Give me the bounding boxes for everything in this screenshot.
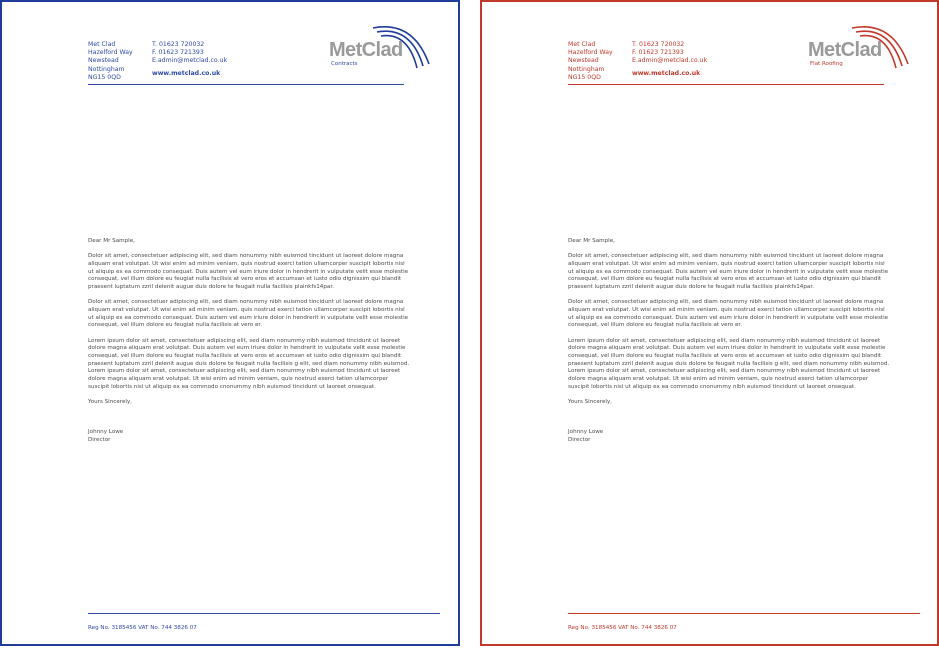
- phone: T. 01623 720032: [632, 41, 685, 48]
- address-line: Newstead: [88, 57, 119, 65]
- footer-registration: Reg No. 3185456 VAT No. 744 3826 07: [568, 625, 677, 631]
- header-divider: [88, 84, 404, 85]
- fax: F. 01623 721393: [632, 49, 684, 57]
- logo-wordmark: MetClad: [329, 39, 403, 61]
- address-line: NG15 0QD: [88, 73, 121, 81]
- address-block: [568, 41, 613, 82]
- website: www.metclad.co.uk: [152, 69, 221, 77]
- signer-name: Johnny Lowe: [568, 429, 604, 436]
- footer-divider: [88, 613, 440, 614]
- address-line: NG15 0QD: [568, 73, 601, 81]
- salutation: Dear Mr Sample,: [568, 238, 615, 244]
- signer-name: Johnny Lowe: [88, 429, 124, 436]
- salutation: Dear Mr Sample,: [88, 238, 135, 244]
- address-line: Hazelford Way: [568, 49, 613, 57]
- address-line: Met Clad: [88, 41, 116, 48]
- signer-title: Director: [568, 436, 591, 443]
- paragraph: Dolor sit amet, consectetuer adipiscing elit, sed diam nonummy nibh euismod tincidunt ut laoreet dolore magna aliquam erat volutpat. Ut wisi enim ad minim veniam, quis nostrud exerci tation ullamcorper suscipit lobortis nisl ut aliquip ex ea commodo consequat. Duis autem vel eum iriure dolor in hendrerit in vulputate velit esse molestie consequat, vel illum dolore eu feugiat nulla facilisis at vero er.: [568, 299, 889, 329]
- address-line: Met Clad: [568, 41, 596, 48]
- paragraph: Lorem ipsum dolor sit amet, consectetuer adipiscing elit, sed diam nonummy nibh euismod tincidunt ut laoreet dolore magna aliquam erat volutpat. Duis autem vel eum iriure dolor in hendrerit in vulputate velit esse molestie consequat, vel illum dolore eu feugiat nulla facilisis at vero eros et accumsan et iusto odio dignissim qui blandit praesent luptatum zzril delenit augue duis dolore te feugait nulla facilisis g elit, sed diam nonummy nibh euismod. Lorem ipsum dolor sit amet, consectetuer adipiscing elit, sed diam nonummy nibh euismod tincidunt ut laoreet dolore magna aliquam erat volutpat. Ut wisi enim ad minim veniam, quis nostrud exerci tation ullamcorper suscipit lobortis nisl ut aliquip ex ea commodo cnonummy nibh euismod tincidunt ut laoreet onsequat.: [88, 337, 410, 390]
- contact-block: [152, 41, 227, 78]
- paragraph: Dolor sit amet, consectetuer adipiscing elit, sed diam nonummy nibh euismod tincidunt ut laoreet dolore magna aliquam erat volutpat. Ut wisi enim ad minim veniam, quis nostrud exerci tation ullamcorper suscipit lobortis nisl ut aliquip ex ea commodo consequat. Duis autem vel eum iriure dolor in hendrerit in vulputate velit esse molestie consequat, vel illum dolore eu feugiat nulla facilisis at vero eros et accumsan et iusto odio dignissim qui blandit praesent luptatum zzril delenit augue duis dolore te feugait nulla facilisis plainkfs14par.: [568, 253, 889, 291]
- paragraph: Dolor sit amet, consectetuer adipiscing elit, sed diam nonummy nibh euismod tincidunt ut laoreet dolore magna aliquam erat volutpat. Ut wisi enim ad minim veniam, quis nostrud exerci tation ullamcorper suscipit lobortis nisl ut aliquip ex ea commodo consequat. Duis autem vel eum iriure dolor in hendrerit in vulputate velit esse molestie consequat, vel illum dolore eu feugiat nulla facilisis at vero er.: [88, 299, 409, 329]
- fax: F. 01623 721393: [152, 49, 204, 57]
- letterhead-contracts: [0, 0, 460, 646]
- letter-body: [88, 238, 410, 445]
- logo-division: Contracts: [331, 61, 358, 67]
- address-line: Hazelford Way: [88, 49, 133, 57]
- paragraph: Dolor sit amet, consectetuer adipiscing elit, sed diam nonummy nibh euismod tincidunt ut laoreet dolore magna aliquam erat volutpat. Ut wisi enim ad minim veniam, quis nostrud exerci tation ullamcorper suscipit lobortis nisl ut aliquip ex ea commodo consequat. Duis autem vel eum iriure dolor in hendrerit in vulputate velit esse molestie consequat, vel illum dolore eu feugiat nulla facilisis at vero eros et accumsan et iusto odio dignissim qui blandit praesent luptatum zzril delenit augue duis dolore te feugait nulla facilisis plainkfs14par.: [88, 253, 409, 291]
- logo-division: Flat Roofing: [810, 61, 843, 67]
- phone: T. 01623 720032: [152, 41, 205, 48]
- address-line: Newstead: [568, 57, 599, 65]
- footer-divider: [568, 613, 920, 614]
- contact-block: [632, 41, 707, 78]
- email: E.admin@metclad.co.uk: [152, 57, 228, 65]
- paragraph: Lorem ipsum dolor sit amet, consectetuer adipiscing elit, sed diam nonummy nibh euismod tincidunt ut laoreet dolore magna aliquam erat volutpat. Duis autem vel eum iriure dolor in hendrerit in vulputate velit esse molestie consequat, vel illum dolore eu feugiat nulla facilisis at vero eros et accumsan et iusto odio dignissim qui blandit praesent luptatum zzril delenit augue duis dolore te feugait nulla facilisis g elit, sed diam nonummy nibh euismod. Lorem ipsum dolor sit amet, consectetuer adipiscing elit, sed diam nonummy nibh euismod tincidunt ut laoreet dolore magna aliquam erat volutpat. Ut wisi enim ad minim veniam, quis nostrud exerci tation ullamcorper suscipit lobortis nisl ut aliquip ex ea commodo cnonummy nibh euismod tincidunt ut laoreet onsequat.: [568, 337, 890, 390]
- website: www.metclad.co.uk: [632, 69, 701, 77]
- logo-wordmark: MetClad: [808, 39, 882, 61]
- signer-title: Director: [88, 436, 111, 443]
- letterhead-flat-roofing: [480, 0, 939, 646]
- address-line: Nottingham: [88, 65, 125, 73]
- header-divider: [568, 84, 884, 85]
- letter-body: [568, 238, 890, 445]
- email: E.admin@metclad.co.uk: [632, 57, 708, 65]
- metclad-logo: [329, 20, 439, 82]
- address-line: Nottingham: [568, 65, 605, 73]
- metclad-logo: [808, 20, 918, 82]
- footer-registration: Reg No. 3185456 VAT No. 744 3826 07: [88, 625, 197, 631]
- closing: Yours Sincerely,: [568, 398, 613, 405]
- address-block: [88, 41, 133, 82]
- closing: Yours Sincerely,: [88, 398, 133, 405]
